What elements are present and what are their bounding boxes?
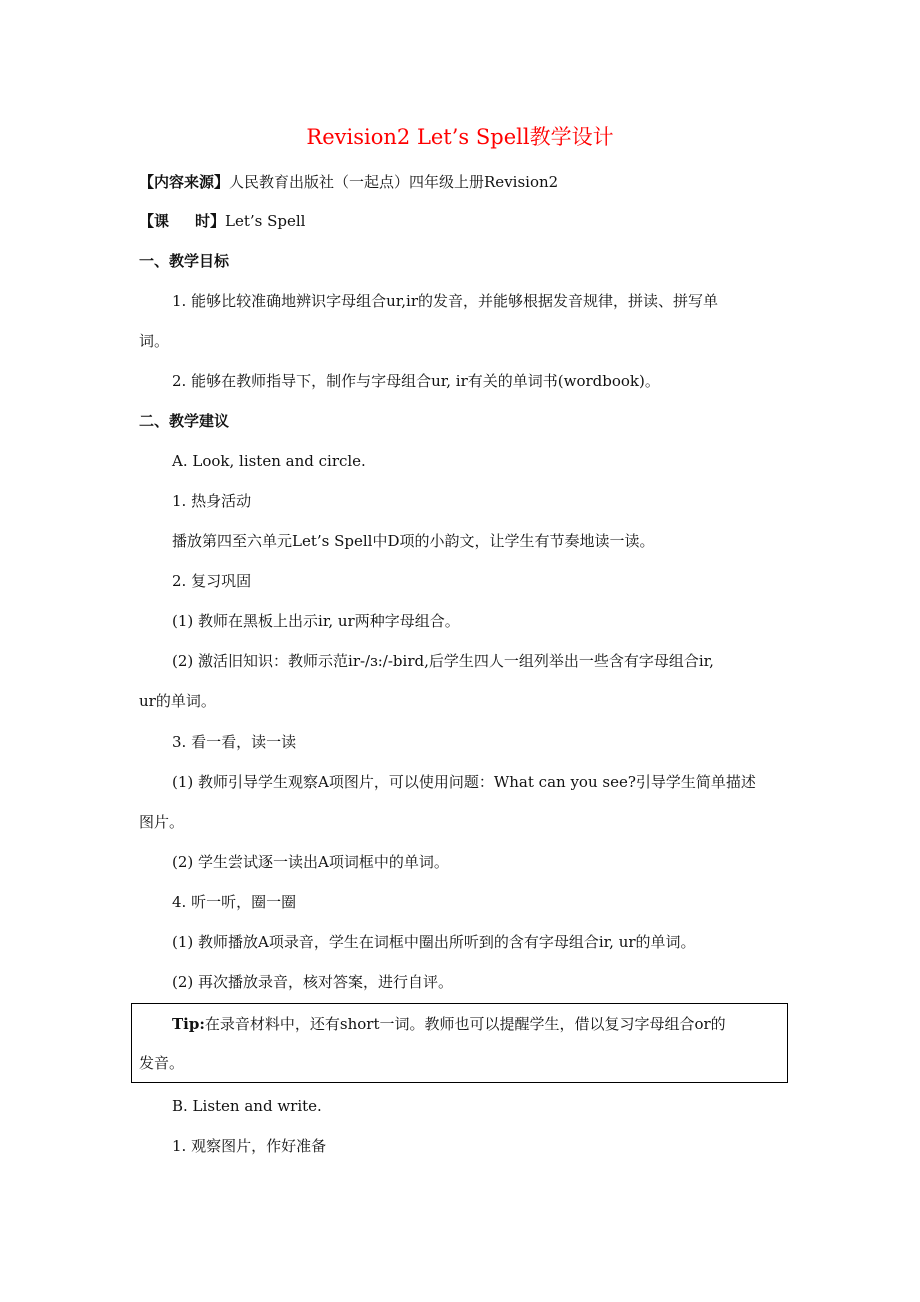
part-a-heading: A. Look, listen and circle.: [172, 452, 366, 470]
tip-text: 在录音材料中，还有short一词。教师也可以提醒学生，借以复习字母组合or的: [204, 1015, 726, 1033]
lesson-line: [139, 210, 305, 232]
tip-label: Tip:: [172, 1015, 205, 1033]
section-heading-objectives: 一、教学目标: [139, 252, 230, 270]
step-3-item-1-line-2: 图片。: [139, 813, 185, 831]
source-value: 人民教育出版社（一起点）四年级上册Revision2: [229, 173, 559, 191]
lesson-label-open: 【课: [139, 212, 170, 230]
step-2-item-2-line-2: ur的单词。: [139, 692, 216, 710]
objective-1-line-1: 1. 能够比较准确地辨识字母组合ur,ir的发音，并能够根据发音规律，拼读、拼写单: [172, 292, 719, 310]
step-4-item-2: (2) 再次播放录音，核对答案，进行自评。: [172, 973, 454, 991]
section-heading-suggestions: 二、教学建议: [139, 412, 230, 430]
source-label: 【内容来源】: [139, 173, 230, 191]
tip-line-1: [172, 1013, 726, 1035]
source-line: [139, 171, 558, 193]
step-4-item-1: (1) 教师播放A项录音，学生在词框中圈出所听到的含有字母组合ir, ur的单词。: [172, 933, 696, 951]
lesson-label-close: 时】: [195, 212, 226, 230]
step-4-heading: 4. 听一听，圈一圈: [172, 893, 297, 911]
part-b-heading: B. Listen and write.: [172, 1097, 322, 1115]
step-b1-heading: 1. 观察图片，作好准备: [172, 1137, 327, 1155]
step-3-item-2: (2) 学生尝试逐一读出A项词框中的单词。: [172, 853, 449, 871]
step-2-heading: 2. 复习巩固: [172, 572, 252, 590]
step-2-item-2-line-1: (2) 激活旧知识：教师示范ir-/ɜ:/-bird,后学生四人一组列举出一些含有字母组合ir,: [172, 652, 714, 670]
step-2-item-1: (1) 教师在黑板上出示ir, ur两种字母组合。: [172, 612, 460, 630]
lesson-value: Let’s Spell: [225, 212, 306, 230]
tip-line-2: 发音。: [139, 1054, 185, 1072]
objective-2: 2. 能够在教师指导下，制作与字母组合ur, ir有关的单词书(wordbook)。: [172, 372, 660, 390]
document-title: Revision2 Let’s Spell教学设计: [306, 125, 614, 149]
step-3-heading: 3. 看一看，读一读: [172, 733, 297, 751]
step-1-heading: 1. 热身活动: [172, 492, 252, 510]
step-1-text: 播放第四至六单元Let’s Spell中D项的小韵文，让学生有节奏地读一读。: [172, 532, 655, 550]
step-3-item-1-line-1: (1) 教师引导学生观察A项图片，可以使用问题：What can you see?引导学生简单描述: [172, 773, 756, 791]
objective-1-line-2: 词。: [139, 332, 170, 350]
